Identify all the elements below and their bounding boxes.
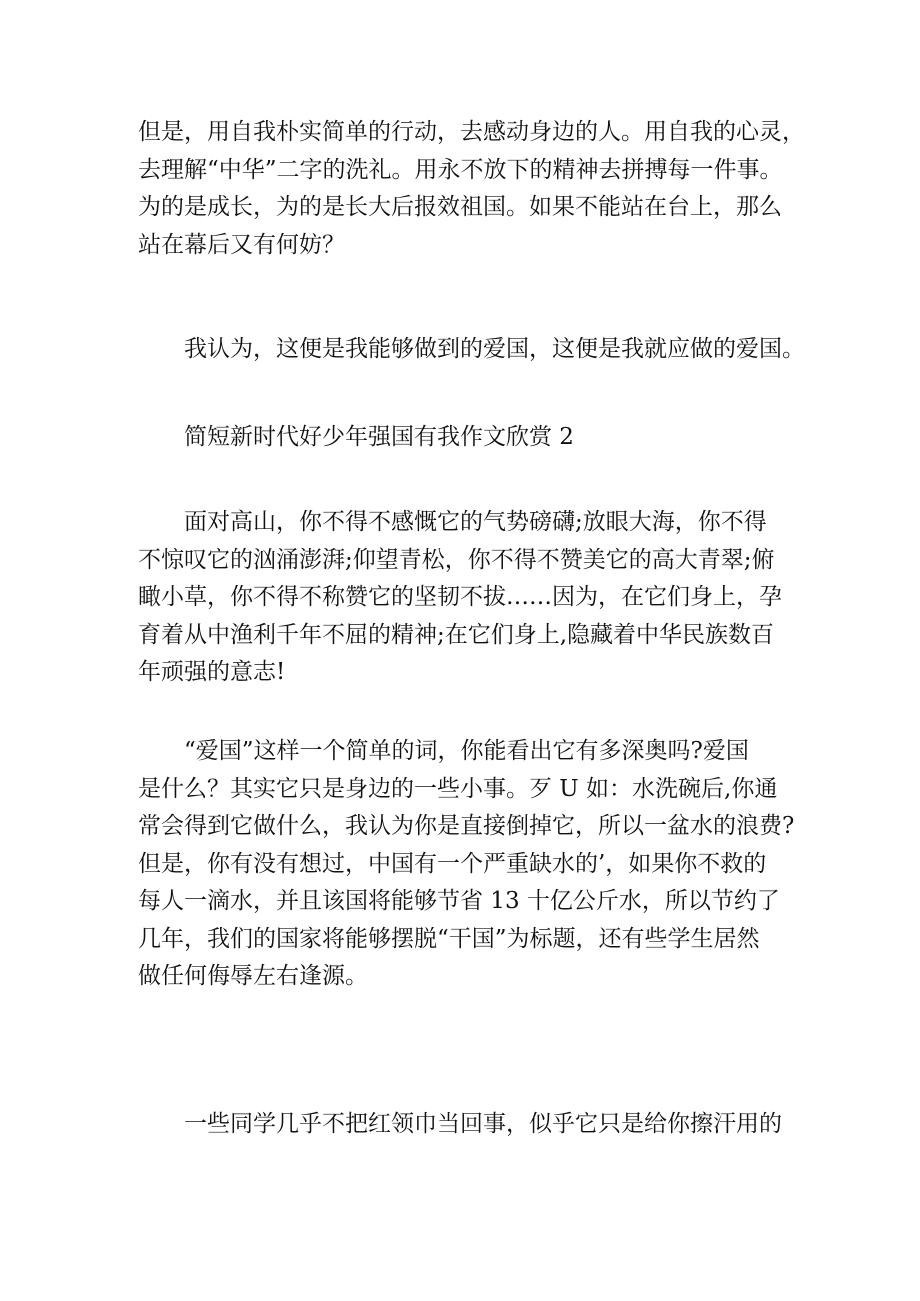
section-heading xyxy=(138,419,818,457)
text-line: 但是，你有没有想过，中国有一个严重缺水的’，如果你不救的 xyxy=(138,850,767,877)
text-line: 瞰小草，你不得不称赞它的坚韧不拔……因为，在它们身上，孕 xyxy=(138,584,782,610)
text-line: 去理解“中华”二字的洗礼。用永不放下的精神去拼搏每一件事。 xyxy=(138,156,783,183)
paragraph-1 xyxy=(138,114,818,264)
paragraph-6 xyxy=(138,1106,818,1144)
text-line: 常会得到它做什么，我认为你是直接倒掉它，所以一盆水的浪费? xyxy=(138,813,795,839)
text-line: 每人一滴水，并且该国将能够节省 13 十亿公斤水，所以节约了 xyxy=(138,888,780,914)
text-line: 为的是成长，为的是长大后报效祖国。如果不能站在台上，那么 xyxy=(138,194,782,220)
paragraph-5 xyxy=(138,733,818,996)
text-line: “爱国”这样一个简单的词，你能看出它有多深奥吗?爱国 xyxy=(138,738,749,764)
text-line: 不惊叹它的汹涌澎湃;仰望青松，你不得不赞美它的高大青翠;俯 xyxy=(138,546,775,573)
text-line: 育着从中渔利千年不屈的精神;在它们身上,隐藏着中华民族数百 xyxy=(138,621,775,648)
text-line: 是什么？其实它只是身边的一些小事。歹 U 如：水洗碗后,你通 xyxy=(138,775,778,802)
text-line: 但是，用自我朴实简单的行动，去感动身边的人。用自我的心灵， xyxy=(138,119,805,145)
text-line: 站在幕后又有何妨？ xyxy=(138,231,345,258)
text-line: 简短新时代好少年强国有我作文欣赏 2 xyxy=(138,424,574,450)
text-line: 做任何侮辱左右逢源。 xyxy=(138,963,368,989)
text-line: 我认为，这便是我能够做到的爱国，这便是我就应做的爱国。 xyxy=(138,336,805,362)
paragraph-2 xyxy=(138,331,818,369)
text-line: 面对高山，你不得不感慨它的气势磅礴;放眼大海，你不得 xyxy=(138,509,767,535)
text-line: 几年，我们的国家将能够摆脱“干国”为标题，还有些学生居然 xyxy=(138,925,760,952)
text-line: 年顽强的意志! xyxy=(138,659,286,685)
paragraph-4 xyxy=(138,504,818,692)
text-line: 一些同学几乎不把红领巾当回事，似乎它只是给你擦汗用的 xyxy=(138,1111,782,1137)
